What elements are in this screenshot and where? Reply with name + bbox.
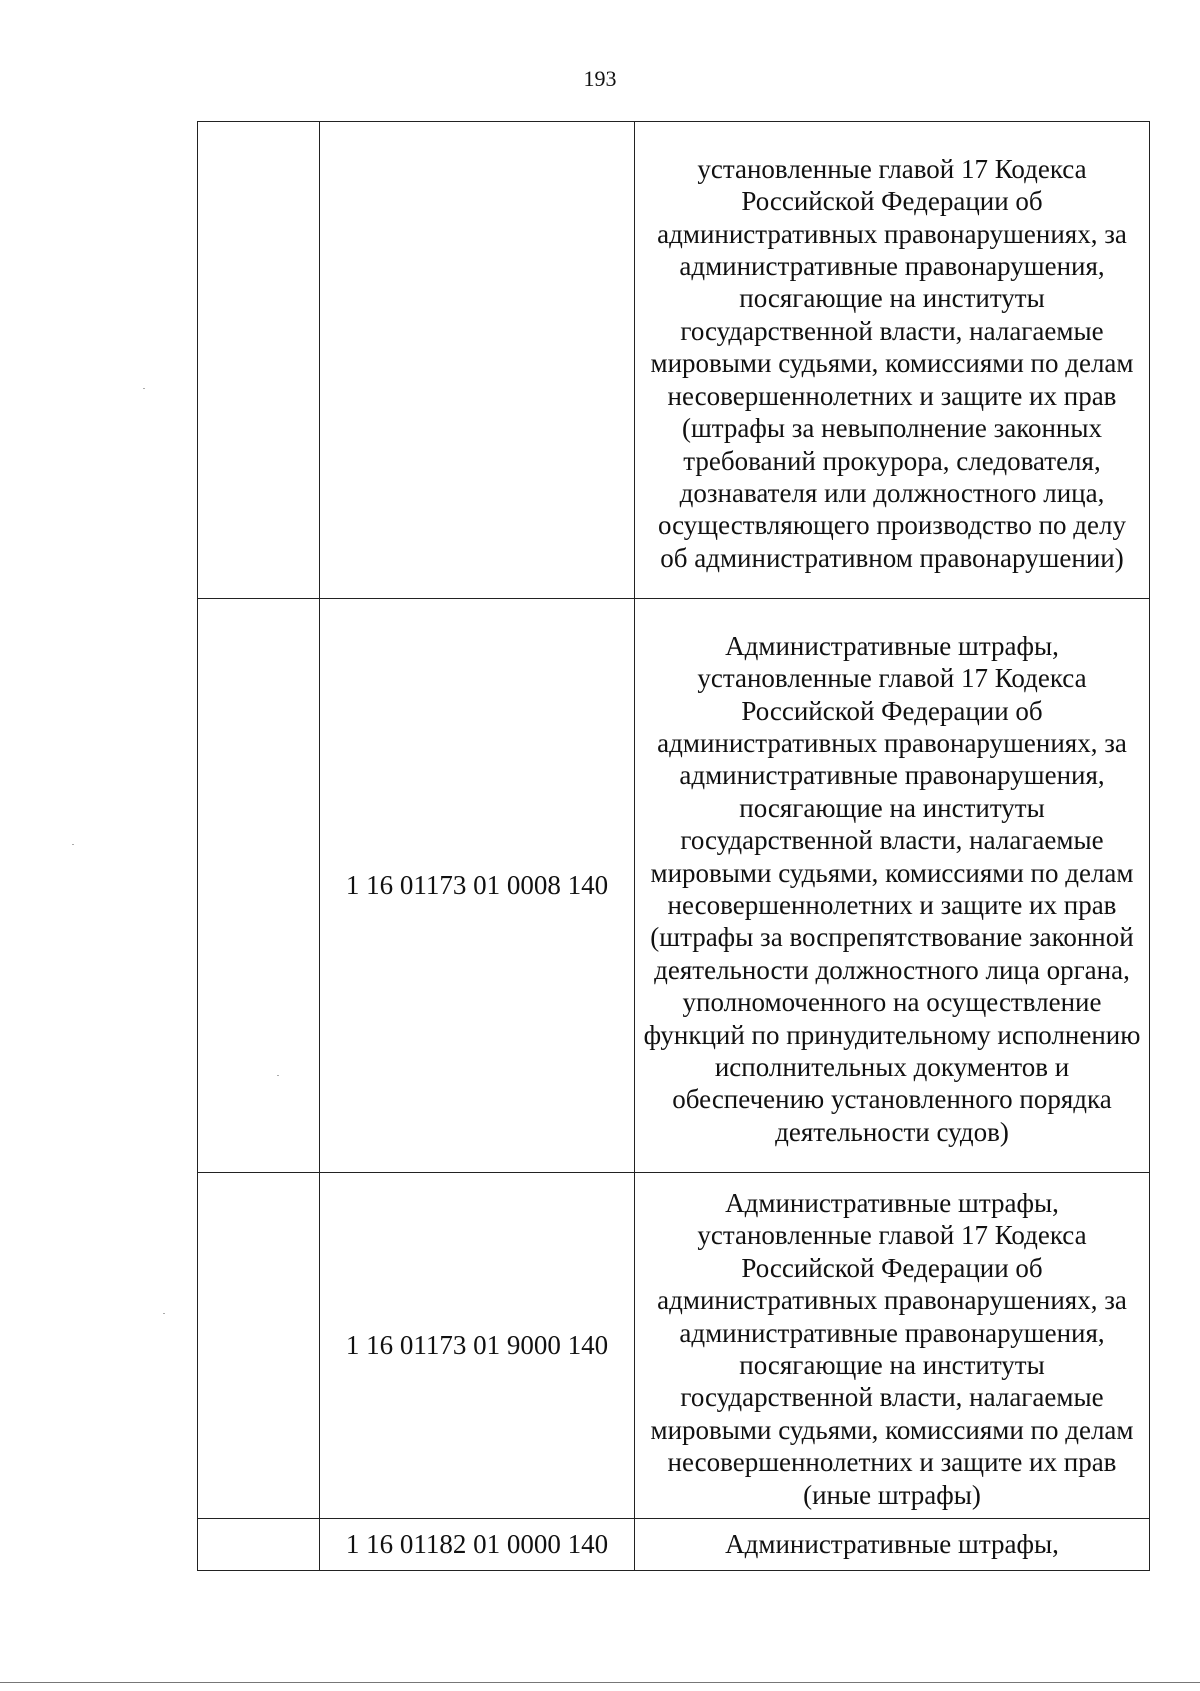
- table-cell-description: [635, 122, 1150, 599]
- scan-speck: [143, 388, 145, 389]
- scan-speck: [72, 844, 74, 845]
- table-row: [198, 1519, 1150, 1571]
- bottom-rule: [0, 1682, 1200, 1683]
- code-description: Административные штрафы, установленные главой 17 Кодекса Российской Федерации об административных правонарушениях, за административные правонарушения, посягающие на институты государственной власти, налагаемые мировыми судьями, комиссиями по делам несовершеннолетних и защите их прав (штрафы за воспрепятствование законной деятельности должностного лица органа, уполномоченного на осуществление функций по принудительному исполнению исполнительных документов и обеспечению установленного порядка деятельности судов): [643, 630, 1141, 1147]
- table-cell-code: [320, 1173, 635, 1519]
- table-cell-description: [635, 599, 1150, 1173]
- table-cell-description: [635, 1173, 1150, 1519]
- table-row: [198, 122, 1150, 599]
- budget-codes-table: [197, 121, 1150, 1571]
- code-description: Административные штрафы,: [725, 1529, 1059, 1560]
- table-cell-empty: [198, 122, 320, 599]
- table-row: [198, 599, 1150, 1173]
- code-description: Административные штрафы, установленные главой 17 Кодекса Российской Федерации об административных правонарушениях, за административные правонарушения, посягающие на институты государственной власти, налагаемые мировыми судьями, комиссиями по делам несовершеннолетних и защите их прав (иные штрафы): [650, 1188, 1134, 1510]
- budget-code: 1 16 01182 01 0000 140: [345, 1529, 609, 1560]
- table-cell-description: [635, 1519, 1150, 1571]
- table-cell-code: [320, 122, 635, 599]
- table-row: [198, 1173, 1150, 1519]
- scan-speck: [163, 1313, 165, 1314]
- budget-code: 1 16 01173 01 9000 140: [345, 1330, 609, 1361]
- table-cell-code: [320, 1519, 635, 1571]
- scan-speck: [277, 1075, 279, 1076]
- table-cell-empty: [198, 1173, 320, 1519]
- table-cell-code: [320, 599, 635, 1173]
- budget-code: 1 16 01173 01 0008 140: [345, 870, 609, 901]
- page-number: 193: [583, 66, 617, 91]
- table-cell-empty: [198, 599, 320, 1173]
- code-description: установленные главой 17 Кодекса Российской Федерации об административных правонарушениях, за административные правонарушения, посягающие на институты государственной власти, налагаемые мировыми судьями, комиссиями по делам несовершеннолетних и защите их прав (штрафы за невыполнение законных требований прокурора, следователя, дознавателя или должностного лица, осуществляющего производство по делу об административном правонарушении): [650, 153, 1134, 573]
- table-cell-empty: [198, 1519, 320, 1571]
